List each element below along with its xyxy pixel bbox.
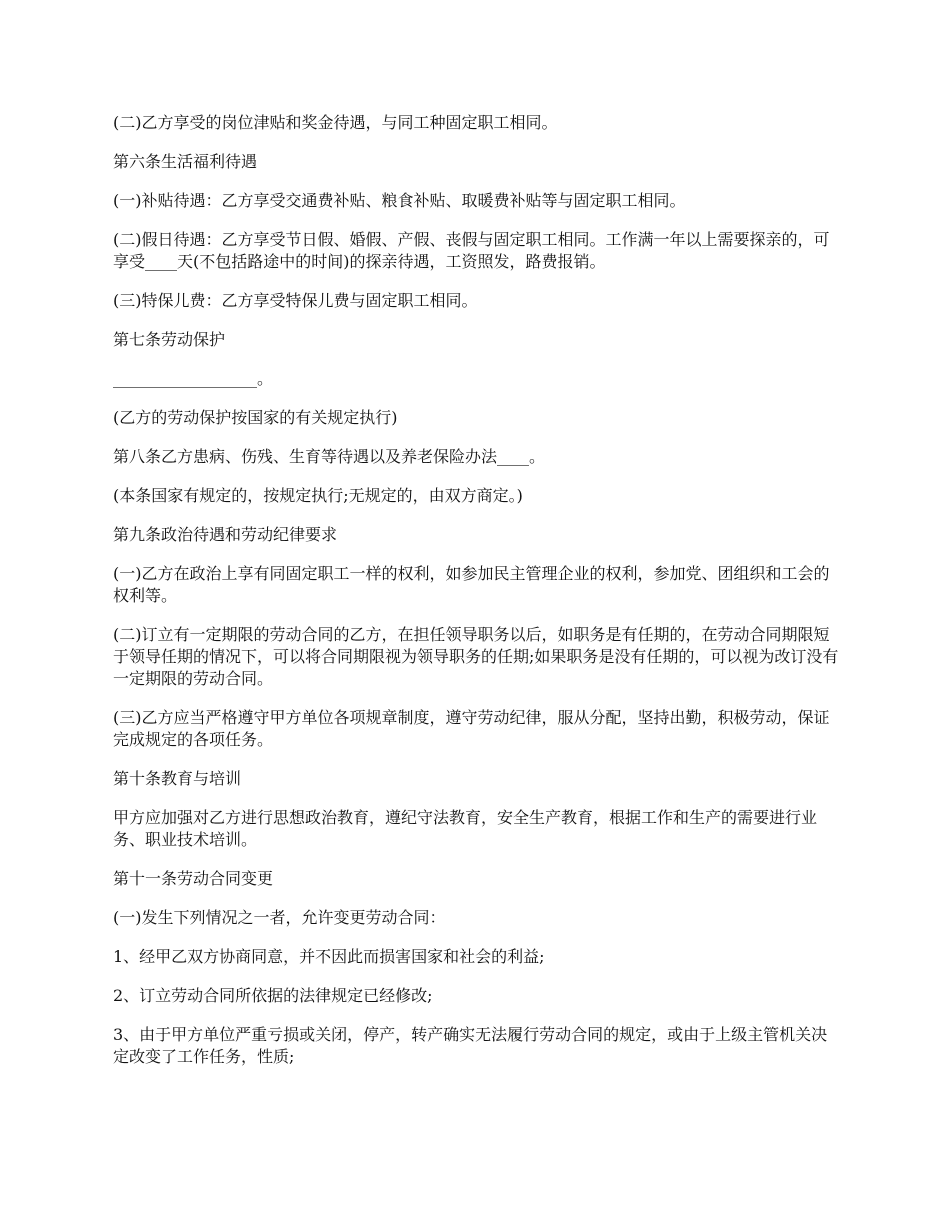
heading-article-6: 第六条生活福利待遇 [113,152,258,171]
heading-article-7: 第七条劳动保护 [113,330,226,349]
paragraph-allowance-bonus: (二)乙方享受的岗位津贴和奖金待遇，与同工种固定职工相同。 [113,113,558,132]
paragraph-political-rights: (一)乙方在政治上享有同固定职工一样的权利，如参加民主管理企业的权利，参加党、团组织和工会的权利等。 [113,564,830,605]
paragraph-labor-protection-note: (乙方的劳动保护按国家的有关规定执行) [113,408,398,427]
paragraph-discipline: (三)乙方应当严格遵守甲方单位各项规章制度，遵守劳动纪律，服从分配，坚持出勤，积极劳动，保证完成规定的各项任务。 [113,708,830,749]
paragraph-training: 甲方应加强对乙方进行思想政治教育，遵纪守法教育，安全生产教育，根据工作和生产的需要进行业务、职业技术培训。 [113,808,818,849]
heading-article-9: 第九条政治待遇和劳动纪律要求 [113,525,338,544]
paragraph-child-care-fee: (三)特保儿费：乙方享受特保儿费与固定职工相同。 [113,291,478,310]
paragraph-blank-line: __________________。 [113,369,274,388]
paragraph-change-conditions: (一)发生下列情况之一者，允许变更劳动合同： [113,908,446,927]
paragraph-article-8-note: (本条国家有规定的，按规定执行;无规定的，由双方商定。) [113,486,523,505]
heading-article-8: 第八条乙方患病、伤残、生育等待遇以及养老保险办法____。 [113,447,546,466]
list-item-3: 3、由于甲方单位严重亏损或关闭，停产，转产确实无法履行劳动合同的规定，或由于上级主管机关决定改变了工作任务，性质; [113,1025,828,1066]
paragraph-subsidy: (一)补贴待遇：乙方享受交通费补贴、粮食补贴、取暖费补贴等与固定职工相同。 [113,191,686,210]
heading-article-11: 第十一条劳动合同变更 [113,869,274,888]
paragraph-leadership-term: (二)订立有一定期限的劳动合同的乙方，在担任领导职务以后，如职务是有任期的，在劳动合同期限短于领导任期的情况下，可以将合同期限视为领导职务的任期;如果职务是没有任期的，可以视为改订没有一定期限的劳动合同。 [113,625,839,688]
list-item-1: 1、经甲乙双方协商同意，并不因此而损害国家和社会的利益; [113,947,545,966]
heading-article-10: 第十条教育与培训 [113,769,242,788]
document-page [113,112,843,1085]
paragraph-holiday: (二)假日待遇：乙方享受节日假、婚假、产假、丧假与固定职工相同。工作满一年以上需要探亲的，可享受____天(不包括路途中的时间)的探亲待遇，工资照发，路费报销。 [113,230,830,271]
list-item-2: 2、订立劳动合同所依据的法律规定已经修改; [113,986,433,1005]
